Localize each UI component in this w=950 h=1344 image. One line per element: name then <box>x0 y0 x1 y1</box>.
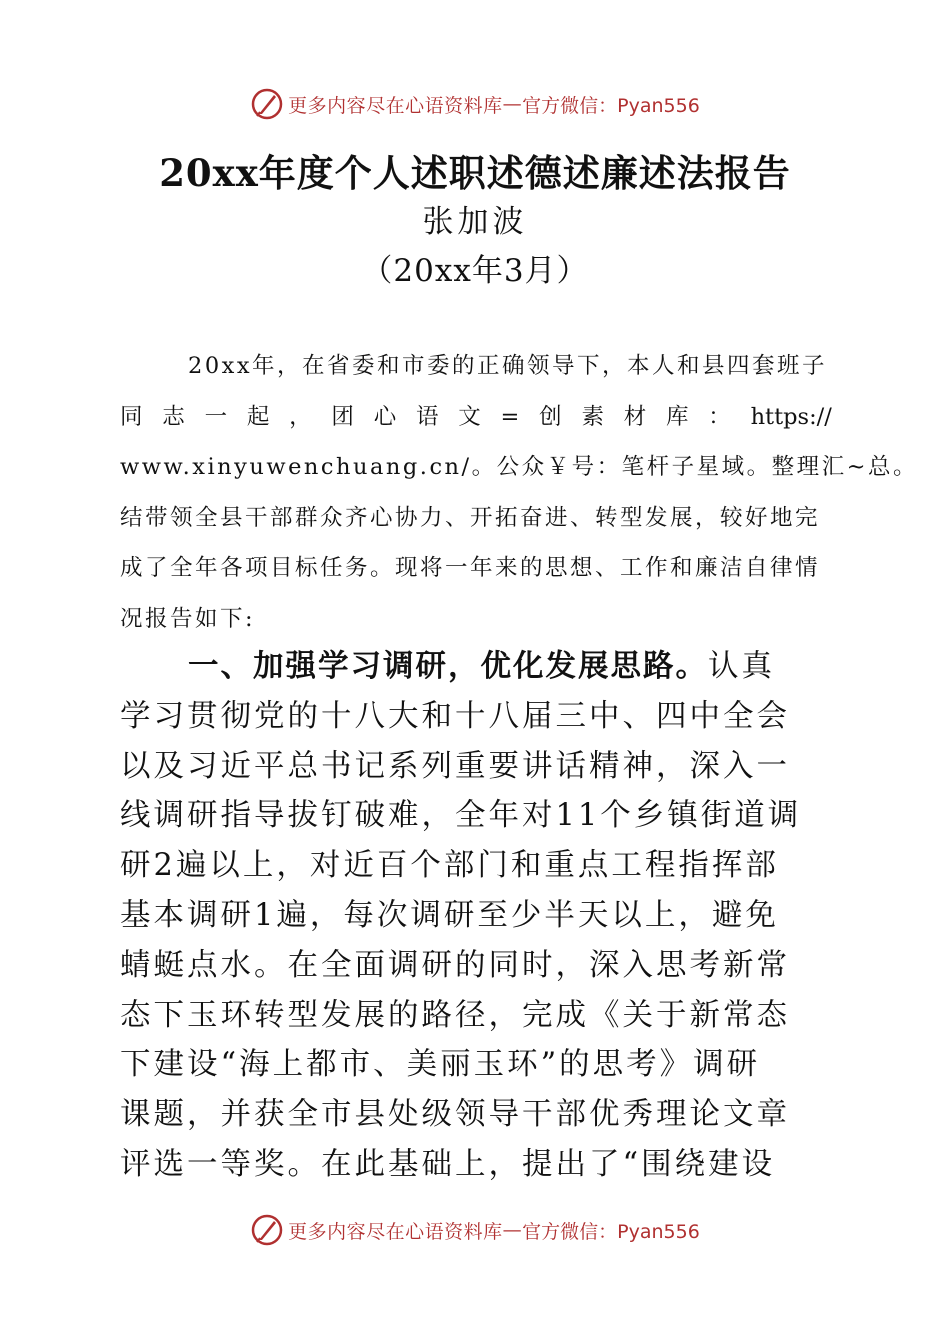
intro-char: 起 <box>246 403 270 430</box>
quill-logo-icon <box>250 87 284 121</box>
intro-char: 团 <box>331 403 354 430</box>
intro-line: 结带领全县干部群众齐心协力、开拓奋进、转型发展，较好地完 <box>120 504 821 531</box>
watermark-dash: — <box>502 1219 523 1241</box>
body-line: 基本调研1遍，每次调研至少半天以上，避免 <box>120 897 779 933</box>
body-line: 课题，并获全市县处级领导干部优秀理论文章 <box>120 1097 790 1133</box>
document-title: 20xx年度个人述职述德述廉述法报告 <box>159 151 791 195</box>
header-watermark <box>0 84 950 124</box>
intro-line: 况报告如下: <box>120 605 256 632</box>
section-1-first-line <box>120 645 832 695</box>
intro-char: ： <box>708 403 731 430</box>
section-1-first-line-rest: 认真 <box>708 649 775 684</box>
section-1-paragraph <box>120 645 832 1193</box>
watermark-contact: 官方微信：Pyan556 <box>522 1220 700 1243</box>
intro-char: 素 <box>581 403 604 430</box>
watermark-text: 更多内容尽在心语资料库 <box>288 1220 503 1243</box>
body-line: 以及习近平总书记系列重要讲话精神，深入一 <box>120 748 790 784</box>
intro-char: 创 <box>539 403 562 430</box>
body-line: 研2遍以上，对近百个部门和重点工程指挥部 <box>120 848 779 884</box>
body-line: 线调研指导拔钉破难，全年对11个乡镇街道调 <box>120 798 802 834</box>
intro-char: 文 <box>458 403 481 430</box>
quill-logo-icon <box>250 1213 284 1247</box>
document-author: 张加波 <box>422 204 528 240</box>
intro-char: ， <box>289 403 312 430</box>
intro-line: www.xinyuwenchuang.cn/。公众￥号：笔杆子星域。整理汇~总。 <box>120 454 918 480</box>
watermark-contact: 官方微信：Pyan556 <box>522 94 700 117</box>
body-line: 评选一等奖。在此基础上，提出了“围绕建设 <box>120 1146 776 1182</box>
intro-char: = <box>500 403 520 430</box>
document-date: （20xx年3月） <box>361 253 589 289</box>
intro-line: 20xx年，在省委和市委的正确领导下，本人和县四套班子 <box>188 353 828 379</box>
section-1-heading: 一、加强学习调研，优化发展思路。 <box>188 649 708 684</box>
body-line: 态下玉环转型发展的路径，完成《关于新常态 <box>120 997 790 1033</box>
intro-paragraph <box>120 348 918 651</box>
intro-char: 心 <box>373 403 397 430</box>
intro-char: 语 <box>415 403 439 430</box>
body-line: 下建设“海上都市、美丽玉环”的思考》调研 <box>120 1047 761 1083</box>
watermark-text: 更多内容尽在心语资料库 <box>288 94 503 117</box>
intro-link-text: https:// <box>750 403 832 430</box>
intro-line-justified <box>120 399 832 450</box>
intro-char: 一 <box>204 403 228 430</box>
watermark-dash: — <box>502 93 523 115</box>
footer-watermark <box>0 1210 950 1250</box>
intro-char: 同 <box>120 403 143 430</box>
intro-line: 成了全年各项目标任务。现将一年来的思想、工作和廉洁自律情 <box>120 555 821 581</box>
intro-char: 库 <box>666 403 689 430</box>
body-line: 蜻蜓点水。在全面调研的同时，深入思考新常 <box>120 947 790 983</box>
intro-char: 材 <box>623 403 647 430</box>
body-line: 学习贯彻党的十八大和十八届三中、四中全会 <box>120 698 790 734</box>
intro-char: 志 <box>162 403 185 430</box>
